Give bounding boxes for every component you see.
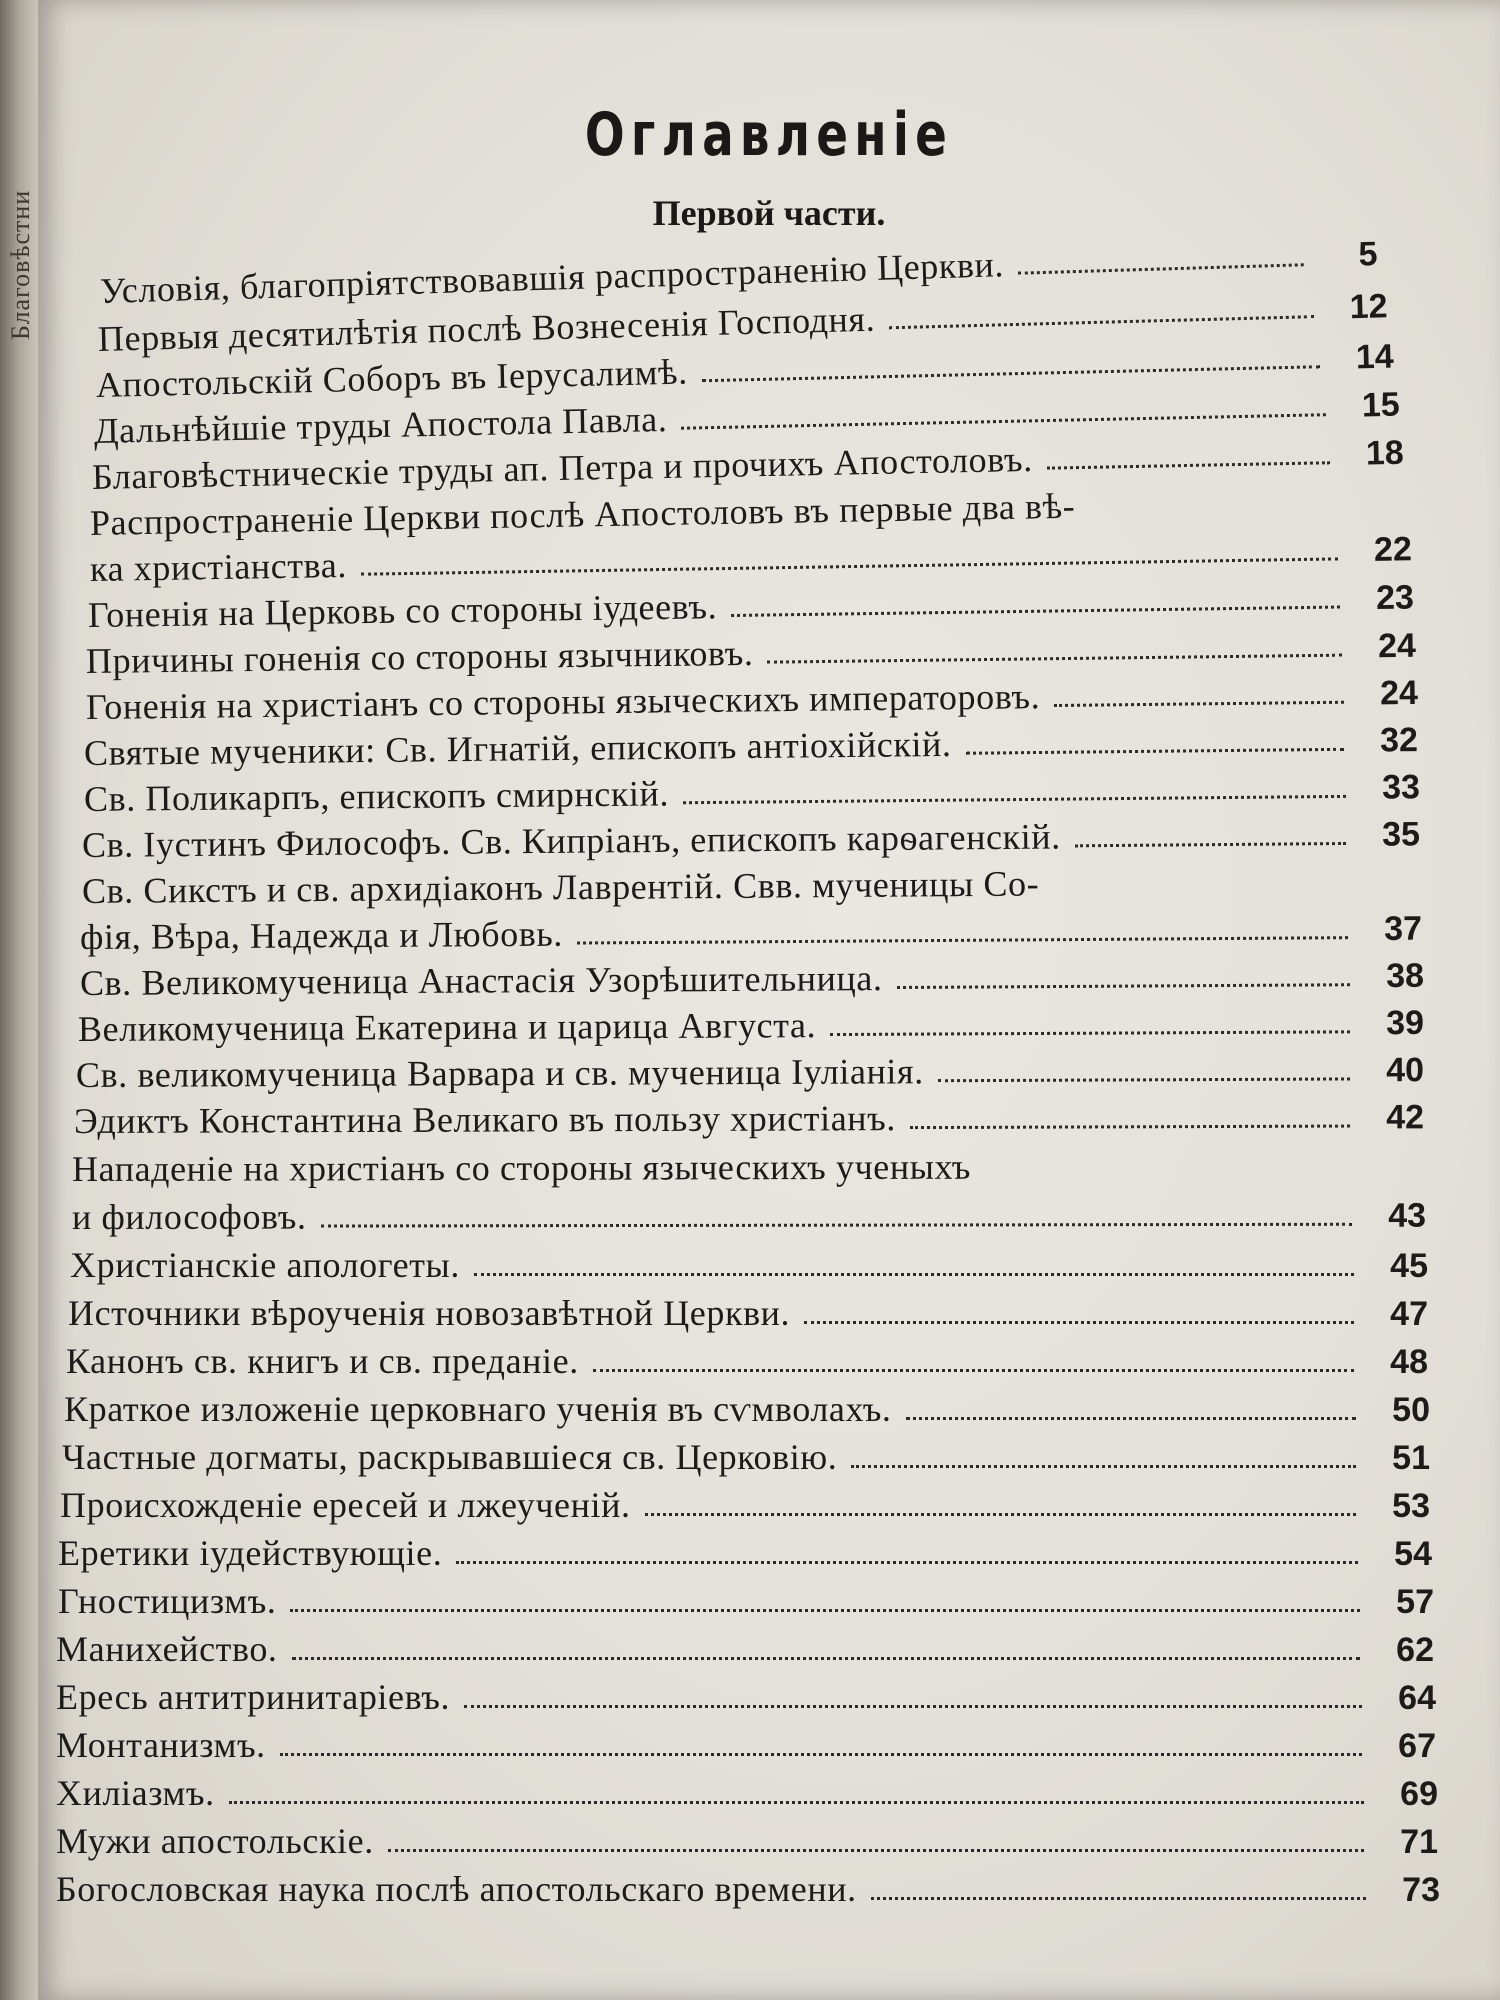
toc-leader <box>645 1513 1356 1516</box>
toc-entry <box>72 1194 1426 1240</box>
toc-entry <box>60 1484 1430 1528</box>
toc-entry <box>78 1001 1424 1052</box>
toc-leader <box>388 1849 1364 1852</box>
toc-entry-page: 73 <box>1402 1871 1440 1909</box>
toc-entry-page: 51 <box>1392 1439 1430 1477</box>
toc-leader <box>871 1897 1366 1900</box>
toc-entry-page: 22 <box>1373 530 1413 569</box>
toc-entry-title: Великомученица Екатерина и царица Августа. <box>77 1005 817 1049</box>
toc-entry-title: Св. Великомученица Анастасія Узорѣшительница. <box>79 958 883 1003</box>
toc-entry-page: 67 <box>1398 1727 1436 1765</box>
toc-entry-title: Гностицизмъ. <box>58 1581 277 1621</box>
toc-entry-title: Краткое изложеніе церковнаго ученія въ сѵмволахъ. <box>64 1389 892 1429</box>
toc-leader <box>290 1609 1360 1612</box>
page-title: Оглавленіе <box>584 100 954 170</box>
toc-leader <box>830 1030 1350 1036</box>
toc-entry-title: Канонъ св. книгъ и св. преданіе. <box>66 1341 579 1381</box>
toc-entry-title: Богословская наука послѣ апостольскаго времени. <box>56 1869 857 1909</box>
toc-leader <box>292 1657 1360 1660</box>
toc-entry-page: 18 <box>1365 433 1405 473</box>
toc-leader <box>1075 842 1346 847</box>
toc-leader <box>851 1465 1356 1468</box>
toc-leader <box>1047 461 1330 469</box>
toc-leader <box>889 315 1314 329</box>
toc-entry-title: Первыя десятилѣтія послѣ Вознесенія Господня. <box>97 298 876 359</box>
toc-entry <box>56 1820 1438 1864</box>
toc-entry-page: 45 <box>1390 1247 1428 1285</box>
toc-entry <box>70 1244 1428 1288</box>
toc-entry-page: 35 <box>1381 815 1421 854</box>
toc-leader <box>280 1753 1362 1756</box>
toc-entry-title: Ересь антитринитаріевъ. <box>56 1677 451 1717</box>
toc-entry-title: и философовъ. <box>71 1196 307 1237</box>
toc-entry-page: 40 <box>1386 1051 1425 1090</box>
toc-entry-page: 23 <box>1375 578 1415 618</box>
toc-entry-title: Монтанизмъ. <box>56 1725 266 1765</box>
toc-entry <box>80 907 1422 960</box>
toc-entry-title: Гоненія на Церковь со стороны іудеевъ. <box>87 586 718 635</box>
toc-entry-title: Святые мученики: Св. Игнатій, епископъ антіохійскій. <box>83 723 952 773</box>
toc-leader <box>474 1273 1354 1276</box>
toc-entry-page: 24 <box>1379 673 1419 713</box>
toc-entry-title: Мужи апостольскіе. <box>56 1821 374 1861</box>
toc-entry <box>72 1144 1424 1192</box>
toc-leader <box>1018 263 1304 274</box>
toc-entry <box>66 1340 1428 1384</box>
toc-entry <box>62 1436 1430 1480</box>
page-subtitle: Первой части. <box>652 193 886 233</box>
toc-leader <box>985 1177 1350 1178</box>
toc-leader <box>361 557 1338 575</box>
toc-entry-title: Причины гоненія со стороны язычниковъ. <box>85 632 754 681</box>
toc-entry-title: Эдиктъ Константина Великаго въ пользу христіанъ. <box>73 1098 897 1141</box>
toc-entry-title: Св. Іустинъ Философъ. Св. Кипріанъ, епископъ карѳагенскій. <box>81 816 1061 865</box>
toc-entry-page: 39 <box>1386 1003 1425 1043</box>
toc-entry-page: 42 <box>1386 1098 1425 1137</box>
toc-leader <box>702 365 1320 382</box>
toc-entry-page: 50 <box>1392 1391 1430 1429</box>
toc-leader <box>577 936 1348 944</box>
toc-entry-page: 38 <box>1386 956 1425 996</box>
toc-entry-title: Св. великомученица Варвара и св. мученица Іуліанія. <box>75 1051 924 1095</box>
toc-leader <box>938 1077 1350 1082</box>
toc-entry-page: 69 <box>1400 1775 1438 1813</box>
toc-entry <box>82 812 1420 868</box>
toc-entry-title: Гоненія на христіанъ со стороны языческихъ императоровъ. <box>85 676 1041 727</box>
toc-entry <box>56 1724 1436 1768</box>
toc-entry-title: ка христіанства. <box>89 544 348 589</box>
toc-entry-page: 57 <box>1396 1583 1434 1621</box>
toc-entry <box>56 1772 1438 1816</box>
toc-entry-page: 47 <box>1390 1295 1428 1333</box>
toc-entry-page: 64 <box>1398 1679 1436 1717</box>
toc-entry <box>56 1868 1440 1912</box>
toc-entry-page: 43 <box>1388 1196 1427 1235</box>
previous-page-text: Благовѣстни <box>6 189 35 340</box>
toc-entry-page: 5 <box>1357 235 1379 274</box>
toc-leader <box>464 1705 1362 1708</box>
toc-leader <box>804 1321 1354 1324</box>
toc-leader <box>229 1801 1364 1804</box>
toc-entry-page: 48 <box>1390 1343 1428 1381</box>
toc-entry-page: 53 <box>1392 1487 1430 1525</box>
toc-leader <box>1089 512 1334 516</box>
toc-entry <box>76 1048 1424 1098</box>
toc-entry-title: Св. Поликарпъ, епископъ смирнскій. <box>83 773 670 819</box>
toc-entry <box>80 954 1424 1006</box>
toc-entry-page: 37 <box>1384 909 1423 948</box>
toc-entry-title: Происхожденіе ересей и лжеученій. <box>60 1485 631 1525</box>
toc-entry <box>64 1388 1430 1432</box>
toc-leader <box>906 1417 1356 1420</box>
toc-entry-title: Еретики іудействующіе. <box>58 1533 443 1573</box>
toc-entry-title: Частные догматы, раскрывавшіеся св. Церковію. <box>62 1437 838 1477</box>
toc-leader <box>456 1561 1358 1564</box>
toc-entry-page: 33 <box>1381 768 1421 807</box>
toc-entry-title: Дальнѣйшіе труды Апостола Павла. <box>93 398 668 451</box>
toc-leader <box>683 795 1346 804</box>
toc-entry-title: Источники вѣроученія новозавѣтной Церкви. <box>68 1293 791 1333</box>
toc-leader <box>966 748 1344 755</box>
previous-page-edge <box>0 0 38 2000</box>
toc-entry-page: 14 <box>1355 337 1395 377</box>
toc-leader <box>910 1125 1350 1130</box>
book-page <box>38 0 1500 2000</box>
toc-entry-title: Апостольскій Соборъ въ Іерусалимѣ. <box>95 351 689 405</box>
toc-leader <box>681 413 1325 429</box>
toc-entry-title: Манихейство. <box>56 1629 278 1669</box>
toc-entry <box>58 1580 1434 1624</box>
toc-entry <box>68 1292 1428 1336</box>
toc-entry-title: Хиліазмъ. <box>56 1773 215 1813</box>
toc-entry-page <box>1348 512 1408 513</box>
toc-entry <box>74 1095 1424 1144</box>
toc-entry <box>56 1628 1434 1672</box>
toc-leader <box>897 983 1351 989</box>
toc-leader <box>1053 892 1348 894</box>
toc-entry-page: 12 <box>1349 287 1389 327</box>
toc-entry-page: 32 <box>1379 721 1419 760</box>
toc-entry-page: 71 <box>1400 1823 1438 1861</box>
toc-entry-title: Христіанскіе апологеты. <box>70 1245 460 1285</box>
toc-entry-title: Св. Сикстъ и св. архидіаконъ Лаврентій. Свв. мученицы Со- <box>81 863 1040 911</box>
toc-entry <box>58 1532 1432 1576</box>
toc-entry-page: 62 <box>1396 1631 1434 1669</box>
toc-leader <box>1054 701 1344 707</box>
toc-leader <box>321 1223 1352 1228</box>
toc-entry-page: 24 <box>1377 626 1417 666</box>
toc-entry-page: 54 <box>1394 1535 1432 1573</box>
toc-entry-title: Распространеніе Церкви послѣ Апостоловъ въ первые два вѣ- <box>89 485 1076 543</box>
toc-entry-title: Благовѣстническіе труды ап. Петра и прочихъ Апостоловъ. <box>91 438 1034 497</box>
table-of-contents <box>38 0 1500 2000</box>
toc-entry-page: 15 <box>1361 385 1401 425</box>
toc-leader <box>768 654 1343 664</box>
toc-entry-title: Условія, благопріятствовавшія распространенію Церкви. <box>99 244 1005 311</box>
toc-leader <box>731 606 1340 617</box>
toc-entry <box>82 859 1422 914</box>
toc-entry-title: Нападеніе на христіанъ со стороны языческихъ ученыхъ <box>71 1146 971 1189</box>
toc-entry <box>56 1676 1436 1720</box>
toc-entry-title: фія, Вѣра, Надежда и Любовь. <box>79 913 564 957</box>
toc-leader <box>593 1369 1354 1372</box>
